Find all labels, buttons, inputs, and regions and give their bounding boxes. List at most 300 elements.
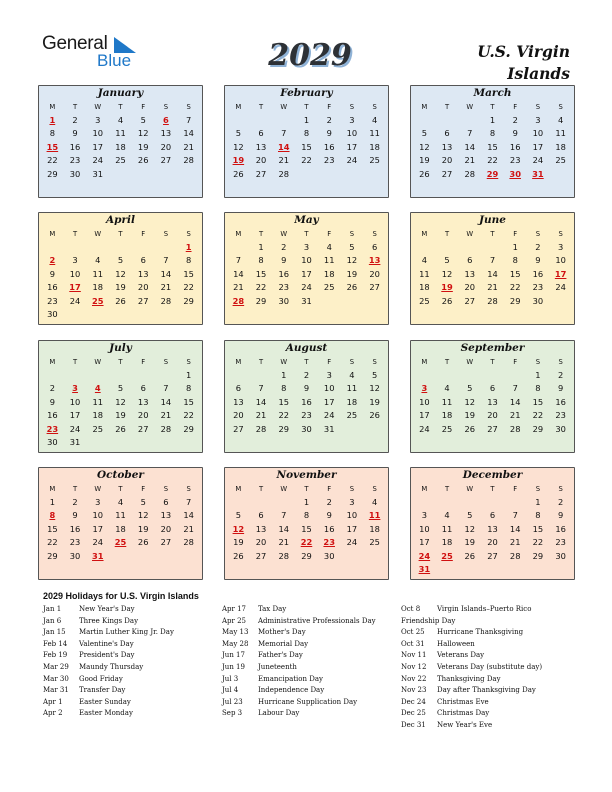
day: 15 [301, 141, 312, 152]
weekday-header: T [490, 358, 495, 366]
holiday-day: 30 [509, 168, 521, 179]
day: 16 [509, 141, 521, 152]
day: 24 [419, 423, 430, 434]
day: 26 [419, 168, 430, 179]
day: 11 [369, 128, 380, 139]
day: 20 [487, 537, 498, 548]
day: 30 [47, 436, 58, 447]
day: 27 [255, 168, 267, 179]
day: 2 [49, 383, 55, 394]
holiday-day: 11 [368, 510, 381, 521]
day: 9 [72, 128, 78, 139]
day: 12 [115, 396, 126, 407]
day-grid [411, 356, 574, 436]
day: 13 [160, 510, 172, 521]
holiday-date: Oct 25 [401, 628, 425, 637]
holiday-name: Christmas Day [437, 709, 490, 718]
month-name: November [276, 469, 337, 481]
day: 21 [183, 141, 194, 152]
day: 13 [487, 396, 498, 407]
day: 4 [117, 497, 124, 507]
day: 23 [278, 282, 290, 293]
day: 25 [441, 423, 453, 434]
holiday-entry [43, 628, 174, 640]
weekday-header: W [466, 358, 474, 366]
holiday-entry [401, 663, 542, 675]
day: 10 [92, 128, 104, 139]
day: 23 [69, 537, 81, 548]
weekday-header: W [280, 103, 288, 111]
day: 4 [371, 497, 378, 507]
holiday-date: Nov 11 [401, 651, 427, 660]
holiday-entry [222, 651, 376, 663]
holiday-entry [43, 651, 174, 663]
day: 7 [467, 128, 473, 139]
month-may [224, 212, 389, 325]
holiday-entry [401, 686, 542, 698]
weekday-header: T [72, 485, 78, 493]
holiday-date: Jan 1 [43, 605, 62, 613]
day: 22 [532, 410, 544, 421]
day: 23 [555, 537, 566, 548]
weekday-header: T [258, 230, 264, 238]
holiday-entry [43, 663, 174, 675]
day: 7 [489, 255, 496, 266]
weekday-header: S [186, 358, 191, 366]
day: 20 [160, 523, 172, 534]
weekday-header: S [163, 103, 169, 111]
day: 2 [557, 370, 564, 380]
day: 31 [92, 168, 104, 179]
holiday-date: Nov 22 [401, 674, 427, 683]
day: 15 [255, 268, 267, 279]
day: 1 [303, 115, 310, 125]
day: 3 [349, 497, 355, 507]
month-name: April [106, 214, 135, 226]
day: 10 [555, 255, 566, 266]
month-name: June [479, 214, 506, 226]
day: 28 [278, 550, 290, 561]
day: 8 [185, 255, 192, 266]
day: 4 [95, 255, 101, 266]
day: 23 [47, 295, 58, 306]
day: 27 [137, 423, 149, 434]
day: 27 [464, 295, 476, 306]
empty-day [436, 114, 459, 127]
holiday-day: 25 [114, 537, 127, 548]
empty-day [436, 369, 459, 382]
day: 1 [489, 115, 496, 125]
day: 15 [278, 396, 290, 407]
day: 7 [163, 255, 169, 266]
weekday-header: M [235, 103, 242, 111]
empty-day [227, 496, 250, 509]
day: 24 [555, 282, 566, 293]
day: 7 [281, 128, 287, 139]
holiday-name: Father's Day [258, 651, 303, 660]
weekday-header: S [349, 358, 355, 366]
weekday-header: W [466, 103, 474, 111]
day: 12 [137, 510, 149, 521]
day: 16 [532, 268, 544, 279]
weekday-header: M [421, 103, 428, 111]
day: 3 [421, 510, 427, 521]
day: 18 [441, 410, 453, 421]
day: 5 [117, 255, 124, 266]
day: 19 [346, 268, 358, 279]
holiday-name: Labour Day [258, 709, 300, 718]
day: 18 [115, 523, 126, 534]
empty-day [481, 241, 504, 254]
day: 10 [346, 128, 358, 139]
holiday-name: Good Friday [79, 674, 123, 683]
day: 5 [140, 497, 146, 507]
weekday-header: F [141, 230, 146, 238]
holiday-day: 31 [92, 550, 104, 561]
month-name: July [109, 342, 132, 354]
weekday-header: W [466, 230, 474, 238]
day: 6 [258, 510, 264, 521]
weekday-header: T [258, 358, 264, 366]
day: 5 [349, 242, 355, 252]
day: 4 [349, 370, 355, 380]
day: 5 [467, 510, 473, 521]
holiday-name: Christmas Eve [437, 697, 489, 706]
day: 27 [487, 423, 498, 434]
day: 20 [160, 141, 172, 152]
month-june [410, 212, 575, 325]
day: 19 [464, 537, 476, 548]
day: 16 [555, 396, 566, 407]
weekday-header: T [490, 485, 495, 493]
day: 29 [183, 423, 194, 434]
weekday-header: T [304, 103, 309, 111]
day: 24 [532, 155, 544, 166]
holiday-entry [401, 640, 542, 652]
region-line-2: Islands [507, 64, 570, 83]
weekday-header: T [304, 358, 309, 366]
day: 30 [69, 168, 81, 179]
day: 24 [323, 410, 335, 421]
day: 14 [160, 268, 172, 279]
weekday-header: M [49, 230, 56, 238]
holiday-date: Oct 8 [401, 605, 421, 613]
region-title [430, 41, 570, 85]
holiday-date: Dec 31 [401, 720, 426, 729]
month-name: September [460, 342, 525, 354]
day: 10 [419, 523, 430, 534]
empty-day [132, 241, 155, 254]
day: 7 [258, 383, 264, 394]
day: 17 [419, 410, 430, 421]
day: 17 [419, 537, 430, 548]
holiday-column [401, 605, 542, 733]
empty-day [227, 114, 250, 127]
holiday-name: Maundy Thursday [79, 662, 144, 671]
day: 11 [323, 255, 335, 266]
holiday-date: Jan 15 [43, 628, 66, 637]
day: 7 [185, 497, 192, 507]
day: 8 [258, 255, 264, 266]
day: 28 [509, 423, 521, 434]
day: 28 [183, 155, 194, 166]
day-grid [225, 356, 388, 436]
day: 13 [160, 128, 172, 139]
holiday-entry [401, 721, 542, 733]
holiday-day: 3 [421, 383, 428, 394]
day: 1 [281, 370, 287, 380]
holiday-name: Three Kings Day [79, 616, 139, 625]
weekday-header: M [49, 103, 56, 111]
month-name: March [473, 87, 512, 99]
day: 25 [115, 155, 126, 166]
weekday-header: S [558, 358, 563, 366]
holiday-day: 23 [46, 423, 59, 434]
weekday-header: T [304, 230, 309, 238]
empty-day [109, 369, 132, 382]
day: 22 [532, 537, 544, 548]
day: 10 [301, 255, 312, 266]
day: 24 [346, 155, 358, 166]
day: 8 [512, 255, 518, 266]
day: 22 [183, 282, 194, 293]
holiday-day: 17 [554, 268, 567, 279]
day: 7 [512, 383, 518, 394]
day: 12 [464, 396, 476, 407]
holiday-entry [401, 698, 542, 710]
day: 18 [346, 396, 358, 407]
day: 7 [512, 510, 518, 521]
day: 29 [532, 550, 544, 561]
day: 5 [235, 128, 241, 139]
weekday-header: M [235, 358, 242, 366]
holiday-date: Mar 31 [43, 686, 69, 695]
day: 2 [72, 497, 78, 507]
day: 23 [509, 155, 521, 166]
day: 12 [346, 255, 358, 266]
month-september [410, 340, 575, 453]
day: 11 [115, 128, 126, 139]
day-grid [225, 228, 388, 308]
day: 26 [233, 168, 244, 179]
weekday-header: S [163, 230, 169, 238]
weekday-header: S [163, 358, 169, 366]
holiday-name: Emancipation Day [258, 674, 323, 683]
weekday-header: S [372, 358, 377, 366]
weekday-header: F [327, 485, 332, 493]
empty-day [504, 369, 527, 382]
weekday-header: F [513, 358, 518, 366]
holiday-name: Tax Day [258, 605, 287, 613]
day: 27 [160, 155, 172, 166]
day: 5 [444, 255, 450, 266]
empty-day [86, 241, 109, 254]
holiday-entry [401, 709, 542, 721]
day: 18 [555, 141, 566, 152]
day: 28 [278, 168, 290, 179]
day: 26 [137, 537, 149, 548]
day: 20 [255, 155, 267, 166]
month-april [38, 212, 203, 325]
empty-day [250, 496, 273, 509]
day: 18 [92, 282, 104, 293]
month-december [410, 467, 575, 580]
day: 19 [115, 410, 126, 421]
day: 14 [487, 268, 498, 279]
holiday-day: 14 [278, 141, 290, 152]
day: 26 [137, 155, 149, 166]
holiday-name: Easter Sunday [79, 697, 131, 706]
weekday-header: T [444, 358, 450, 366]
day: 16 [278, 268, 290, 279]
holiday-date: Jun 17 [222, 651, 245, 660]
day: 22 [47, 155, 58, 166]
day: 10 [92, 510, 104, 521]
day: 20 [137, 410, 149, 421]
day: 10 [419, 396, 430, 407]
holiday-date: May 28 [222, 639, 249, 648]
day: 20 [255, 537, 267, 548]
day: 17 [323, 396, 335, 407]
day: 10 [323, 383, 335, 394]
day: 6 [489, 383, 496, 394]
day: 5 [421, 128, 427, 139]
holiday-day: 22 [300, 537, 313, 548]
weekday-header: S [558, 230, 563, 238]
day: 16 [323, 523, 335, 534]
weekday-header: T [444, 485, 450, 493]
day: 29 [255, 295, 267, 306]
day: 13 [233, 396, 244, 407]
day: 25 [346, 410, 358, 421]
day: 29 [532, 423, 544, 434]
holidays-title: 2029 Holidays for U.S. Virgin Islands [43, 591, 199, 601]
day: 17 [301, 268, 312, 279]
day: 1 [185, 370, 192, 380]
day: 10 [346, 510, 358, 521]
month-november [224, 467, 389, 580]
day-grid [39, 228, 202, 321]
holiday-entry [401, 628, 542, 640]
day: 2 [557, 497, 564, 507]
empty-day [250, 369, 273, 382]
month-july [38, 340, 203, 453]
day: 11 [346, 383, 358, 394]
weekday-header: F [327, 358, 332, 366]
holiday-day: 3 [72, 383, 78, 394]
day: 5 [371, 370, 378, 380]
day: 9 [49, 396, 55, 407]
empty-day [481, 369, 504, 382]
day: 14 [183, 510, 194, 521]
day: 28 [464, 168, 476, 179]
day: 21 [464, 155, 476, 166]
day: 30 [301, 423, 312, 434]
day: 8 [303, 510, 310, 521]
holiday-name: Mother's Day [258, 628, 306, 637]
day: 8 [281, 383, 287, 394]
holiday-day: 23 [323, 537, 335, 548]
day: 19 [115, 282, 126, 293]
holiday-date: Apr 2 [43, 709, 63, 718]
day: 28 [160, 423, 172, 434]
holiday-entry [222, 628, 376, 640]
day: 23 [301, 410, 312, 421]
holiday-day: 1 [185, 242, 192, 252]
holiday-name: Day after Thanksgiving Day [437, 686, 536, 695]
day: 12 [419, 141, 430, 152]
day: 15 [183, 396, 194, 407]
day: 4 [371, 115, 378, 125]
holiday-day: 2 [49, 255, 56, 266]
day: 10 [532, 128, 544, 139]
day: 17 [346, 141, 358, 152]
weekday-header: F [141, 485, 146, 493]
day: 1 [535, 497, 541, 507]
holiday-day: 6 [163, 115, 169, 125]
holiday-column [222, 605, 376, 721]
day: 16 [555, 523, 566, 534]
holiday-name: Hurricane Supplication Day [258, 697, 358, 706]
day: 18 [441, 537, 453, 548]
holiday-date: Nov 23 [401, 686, 427, 695]
day: 29 [183, 295, 194, 306]
day: 6 [258, 128, 264, 139]
empty-day [41, 241, 64, 254]
holiday-name: Memorial Day [258, 639, 309, 648]
day: 15 [532, 523, 544, 534]
day: 6 [444, 128, 450, 139]
day: 30 [69, 550, 81, 561]
empty-day [272, 496, 295, 509]
empty-day [64, 241, 87, 254]
day: 28 [183, 537, 194, 548]
empty-day [155, 241, 178, 254]
holiday-entry [43, 605, 174, 617]
day: 9 [557, 510, 564, 521]
day: 11 [115, 510, 126, 521]
day: 24 [301, 282, 312, 293]
holiday-entry [222, 709, 376, 721]
day: 4 [326, 242, 332, 252]
holiday-date: Nov 12 [401, 662, 427, 671]
holiday-name: Transfer Day [79, 686, 126, 695]
weekday-header: S [535, 103, 541, 111]
day: 9 [303, 383, 310, 394]
holiday-date: Jul 4 [222, 686, 239, 695]
weekday-header: W [280, 485, 288, 493]
day: 26 [346, 282, 358, 293]
holiday-name: Virgin Islands–Puerto Rico [437, 605, 532, 613]
holiday-date: Apr 17 [222, 605, 247, 613]
weekday-header: W [280, 358, 288, 366]
holiday-entry [401, 605, 542, 617]
day: 21 [278, 537, 290, 548]
day: 21 [160, 410, 172, 421]
weekday-header: M [49, 485, 56, 493]
day: 13 [137, 396, 149, 407]
day: 5 [140, 115, 146, 125]
holiday-entry [222, 617, 376, 629]
holiday-date: Jan 6 [43, 616, 62, 625]
day: 3 [303, 242, 310, 252]
day: 28 [160, 295, 172, 306]
day: 4 [444, 383, 450, 394]
holiday-day: 1 [49, 115, 56, 125]
day: 4 [421, 255, 427, 266]
month-name: August [285, 342, 328, 354]
weekday-header: S [558, 485, 563, 493]
